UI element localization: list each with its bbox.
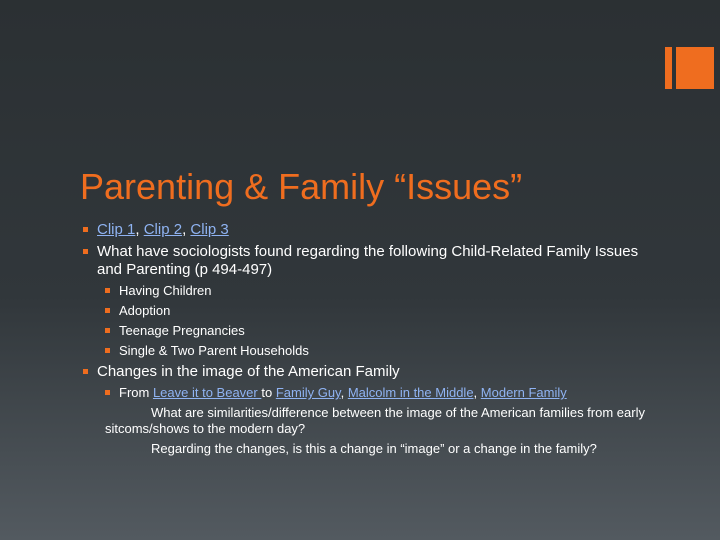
sub-item-from-shows — [102, 385, 660, 401]
from-prefix: From — [119, 385, 153, 400]
decorative-bar-thick — [676, 47, 714, 89]
clip-3-link[interactable]: Clip 3 — [190, 221, 229, 238]
bullet-sociologists: What have sociologists found regarding the following Child-Related Family Issues and Parenting (p 494-497) — [80, 243, 660, 279]
bullet-clips — [80, 221, 660, 239]
modern-family-link[interactable]: Modern Family — [480, 385, 567, 400]
show-separator-2: , — [473, 385, 481, 400]
family-guy-link[interactable]: Family Guy — [275, 385, 341, 400]
slide-title: Parenting & Family “Issues” — [80, 166, 523, 207]
show-separator-1: , — [340, 385, 348, 400]
slide-content — [80, 221, 660, 461]
sub-item-having-children: Having Children — [102, 283, 660, 299]
malcolm-in-the-middle-link[interactable]: Malcolm in the Middle — [347, 385, 474, 400]
question-similarities: What are similarities/difference between the image of the American families from early sitcoms/shows to the modern day? — [105, 405, 645, 436]
sub-item-teenage-pregnancies: Teenage Pregnancies — [102, 323, 660, 339]
leave-it-to-beaver-link[interactable]: Leave it to Beaver — [152, 385, 262, 400]
to-text: to — [261, 385, 276, 400]
clip-1-link[interactable]: Clip 1 — [97, 221, 136, 238]
decorative-bar-thin — [665, 47, 672, 89]
clip-2-link[interactable]: Clip 2 — [143, 221, 183, 238]
clip-separator-1: , — [135, 221, 144, 238]
sub-item-parent-households: Single & Two Parent Households — [102, 343, 660, 359]
bullet-changes: Changes in the image of the American Family — [80, 363, 660, 381]
sub-item-adoption: Adoption — [102, 303, 660, 319]
clip-separator-2: , — [182, 221, 191, 238]
question-changes: Regarding the changes, is this a change in “image” or a change in the family? — [151, 441, 597, 456]
